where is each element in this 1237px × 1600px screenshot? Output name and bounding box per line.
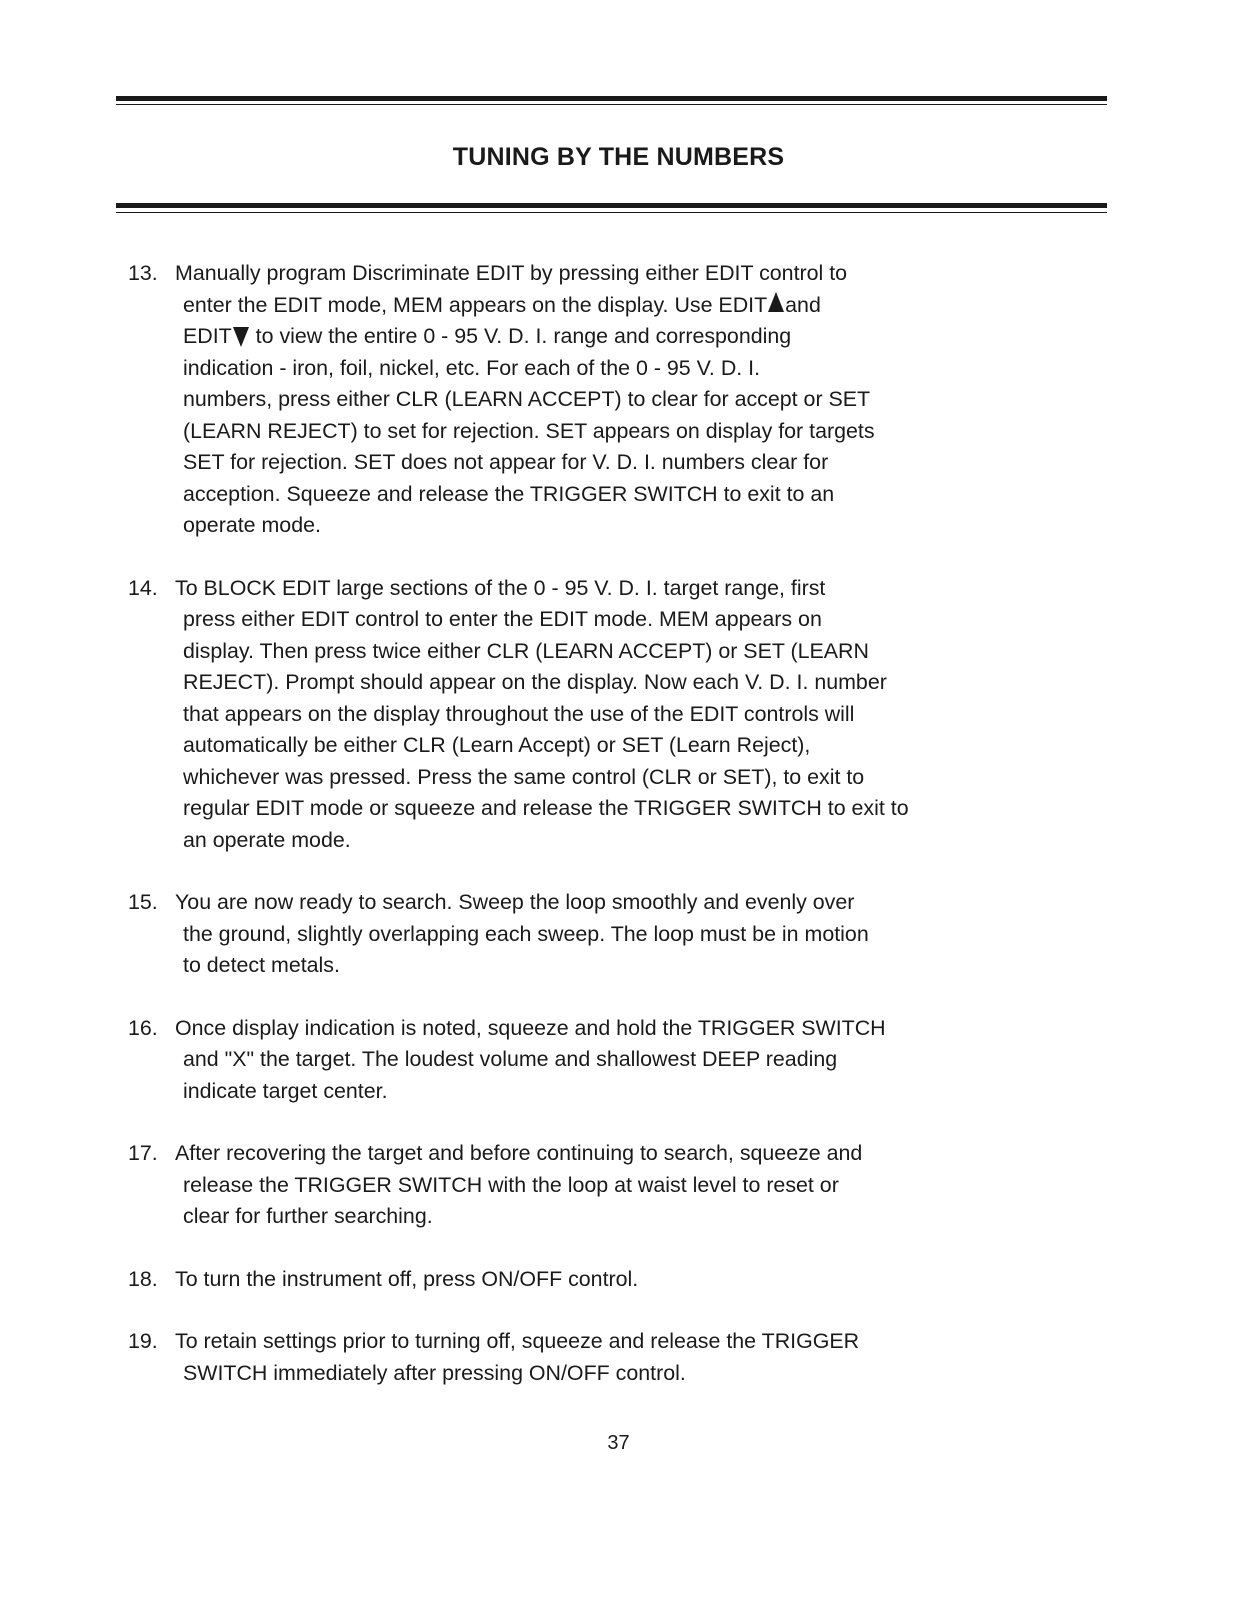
- step-text-line: After recovering the target and before continuing to search, squeeze and: [175, 1141, 863, 1165]
- step-text-line: the ground, slightly overlapping each sweep. The loop must be in motion: [183, 921, 869, 946]
- list-item-step-17: [128, 1138, 1008, 1233]
- step-text-line: and "X" the target. The loudest volume and shallowest DEEP reading: [183, 1047, 838, 1071]
- step-text-line: You are now ready to search. Sweep the loop smoothly and evenly over: [175, 890, 855, 914]
- step-text-line: [175, 290, 1008, 322]
- step-text-line: (LEARN REJECT) to set for rejection. SET appears on display for targets: [183, 418, 875, 443]
- step-text-line: press either EDIT control to enter the EDIT mode. MEM appears on: [183, 607, 822, 631]
- step-text-line: an operate mode.: [183, 827, 351, 852]
- step-text-segment: to view the entire 0 - 95 V. D. I. range and corresponding: [249, 324, 792, 348]
- list-item-step-13: [128, 258, 1008, 542]
- header-rule-top: [116, 96, 1107, 105]
- step-text-line: To turn the instrument off, press ON/OFF control.: [175, 1266, 639, 1291]
- list-item-step-14: [128, 573, 1008, 857]
- step-text-line: indicate target center.: [183, 1078, 388, 1103]
- step-number: 17.: [128, 1141, 158, 1165]
- step-text-line: [175, 321, 1008, 353]
- step-number: 19.: [128, 1329, 158, 1353]
- step-text-line: To BLOCK EDIT large sections of the 0 - 95 V. D. I. target range, first: [175, 575, 826, 600]
- step-text-line: regular EDIT mode or squeeze and release the TRIGGER SWITCH to exit to: [183, 796, 909, 820]
- header-rule-bottom: [116, 203, 1107, 213]
- step-text-line: numbers, press either CLR (LEARN ACCEPT) to clear for accept or SET: [183, 387, 871, 411]
- step-text-line: Once display indication is noted, squeeze and hold the TRIGGER SWITCH: [175, 1015, 886, 1040]
- step-text-line: Manually program Discriminate EDIT by pressing either EDIT control to: [175, 261, 848, 285]
- step-number: 18.: [128, 1266, 158, 1291]
- step-number: 16.: [128, 1015, 158, 1040]
- step-text-line: REJECT). Prompt should appear on the display. Now each V. D. I. number: [183, 670, 887, 694]
- step-text-line: SWITCH immediately after pressing ON/OFF control.: [183, 1360, 686, 1385]
- page-number: 37: [607, 1432, 630, 1454]
- step-text-line: operate mode.: [183, 513, 321, 537]
- step-text-line: To retain settings prior to turning off, squeeze and release the TRIGGER: [175, 1329, 860, 1353]
- step-text-line: to detect metals.: [183, 953, 340, 977]
- list-item-step-16: [128, 1013, 1008, 1108]
- list-item-step-19: [128, 1326, 1008, 1389]
- list-item-step-15: [128, 887, 1008, 982]
- step-number: 14.: [128, 575, 158, 600]
- step-text-line: display. Then press twice either CLR (LEARN ACCEPT) or SET (LEARN: [183, 638, 869, 663]
- step-text-line: acception. Squeeze and release the TRIGGER SWITCH to exit to an: [183, 481, 835, 506]
- step-text-segment: EDIT: [183, 324, 232, 348]
- step-text-segment: and: [785, 292, 821, 317]
- list-item-step-18: [128, 1264, 1008, 1296]
- arrow-down-icon: [233, 327, 249, 347]
- step-text-line: SET for rejection. SET does not appear for V. D. I. numbers clear for: [183, 450, 829, 474]
- step-text-line: clear for further searching.: [183, 1204, 433, 1228]
- step-text-segment: enter the EDIT mode, MEM appears on the display. Use EDIT: [183, 292, 768, 317]
- step-number: 13.: [128, 261, 158, 285]
- step-text-line: automatically be either CLR (Learn Accept) or SET (Learn Reject),: [183, 733, 811, 757]
- instruction-list: [128, 258, 1008, 1420]
- step-text-line: that appears on the display throughout the use of the EDIT controls will: [183, 701, 855, 726]
- step-text-line: release the TRIGGER SWITCH with the loop at waist level to reset or: [183, 1172, 839, 1197]
- arrow-up-icon: [768, 292, 784, 312]
- step-text-line: whichever was pressed. Press the same control (CLR or SET), to exit to: [183, 764, 865, 789]
- page-title: TUNING BY THE NUMBERS: [452, 143, 785, 171]
- step-text-line: indication - iron, foil, nickel, etc. For each of the 0 - 95 V. D. I.: [183, 355, 761, 380]
- step-number: 15.: [128, 890, 158, 914]
